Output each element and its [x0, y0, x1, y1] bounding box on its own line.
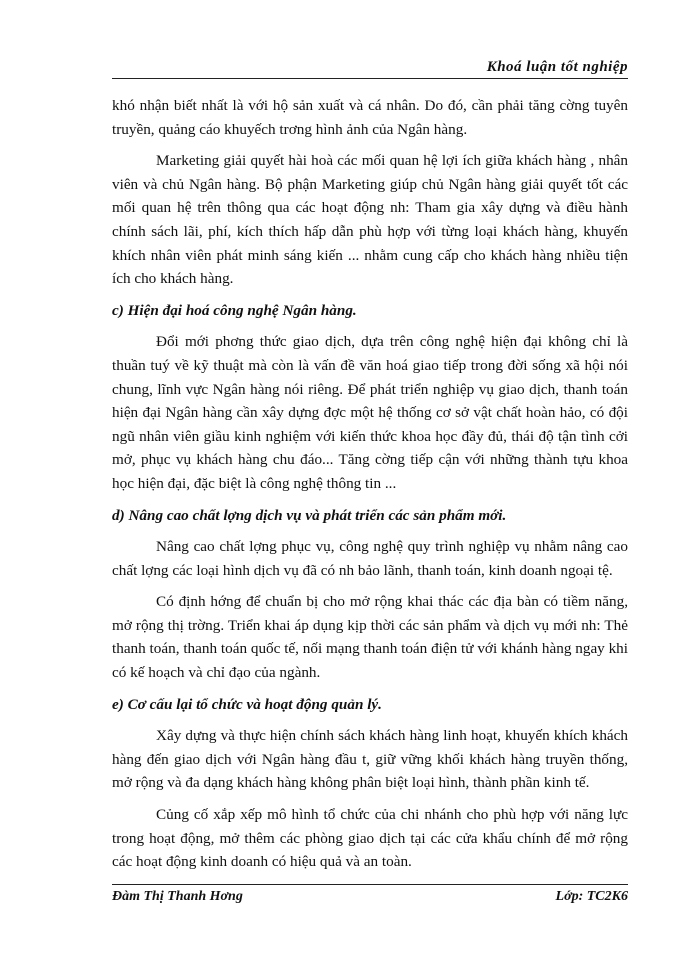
header-title: Khoá luận tốt nghiệp — [486, 59, 628, 75]
paragraph-5: Có định hớng để chuẩn bị cho mở rộng khai thác các địa bàn có tiềm năng, mở rộng thị trờng. Triển khai áp dụng kịp thời các sản phẩm và dịch vụ mới nh: Thẻ thanh toán, thanh toán quốc tế, nối mạng thanh toán điện tử với khánh hàng ngay khi có kế hoạch và chỉ đạo của ngành. — [112, 593, 628, 682]
paragraph-4: Nâng cao chất lợng phục vụ, công nghệ quy trình nghiệp vụ nhằm nâng cao chất lợng các loại hình dịch vụ đã có nh bảo lãnh, thanh toán, kinh doanh ngoại tệ. — [112, 538, 628, 579]
paragraph-3: Đổi mới phơng thức giao dịch, dựa trên công nghệ hiện đại không chỉ là thuần tuý về kỹ thuật mà còn là vấn đề văn hoá giao tiếp trong đời sống xã hội nói chung, lĩnh vực Ngân hàng nói riêng. Để phát triển nghiệp vụ giao dịch, thanh toán hiện đại Ngân hàng cần xây dựng đợc một hệ thống cơ sở vật chất hoàn hảo, có đội ngũ nhân viên giầu kinh nghiệm với kiến thức khoa học đầy đủ, thái độ tận tình cởi mở, phục vụ khách hàng chu đáo... Tăng cờng tiếp cận với những thành tựu khoa học hiện đại, đặc biệt là công nghệ thông tin ... — [112, 333, 628, 492]
paragraph-2: Marketing giải quyết hài hoà các mối quan hệ lợi ích giữa khách hàng , nhân viên và chủ Ngân hàng. Bộ phận Marketing giúp chủ Ngân hàng giải quyết tốt các mối quan hệ trên thông qua các hoạt động nh: Tham gia xây dựng và điều hành chính sách lãi, phí, kích thích hấp dẫn phù hợp với từng loại khách hàng, khuyến khích nhân viên phát minh sáng kiến ... nhằm cung cấp cho khách hàng nhiều tiện ích cho khách hàng. — [112, 152, 628, 288]
footer-class: Lớp: TC2K6 — [555, 889, 628, 904]
paragraph-7: Củng cố xắp xếp mô hình tổ chức của chi nhánh cho phù hợp với năng lực trong hoạt động, mở thêm các phòng giao dịch tại các cửa khẩu chính để mở rộng các hoạt động kinh doanh có hiệu quả và an toàn. — [112, 806, 628, 871]
paragraph-1: khó nhận biết nhất là với hộ sản xuất và cá nhân. Do đó, cần phải tăng cờng tuyên truyền, quảng cáo khuyếch trơng hình ảnh của Ngân hàng. — [112, 97, 628, 138]
page-footer — [112, 884, 628, 905]
heading-c: c) Hiện đại hoá công nghệ Ngân hàng. — [112, 301, 357, 319]
heading-d: d) Nâng cao chất lợng dịch vụ và phát triển các sản phẩm mới. — [112, 506, 507, 524]
paragraph-6: Xây dựng và thực hiện chính sách khách hàng linh hoạt, khuyến khích khách hàng đến giao dịch với Ngân hàng đầu t, giữ vững khối khách hàng truyền thống, mở rộng và đa dạng khách hàng không phân biệt loại hình, thành phần kinh tế. — [112, 727, 628, 792]
page-body — [112, 94, 628, 882]
footer-author: Đàm Thị Thanh Hơng — [112, 889, 243, 904]
page-header — [112, 60, 628, 79]
heading-e: e) Cơ cấu lại tổ chức và hoạt động quản lý. — [112, 695, 382, 713]
